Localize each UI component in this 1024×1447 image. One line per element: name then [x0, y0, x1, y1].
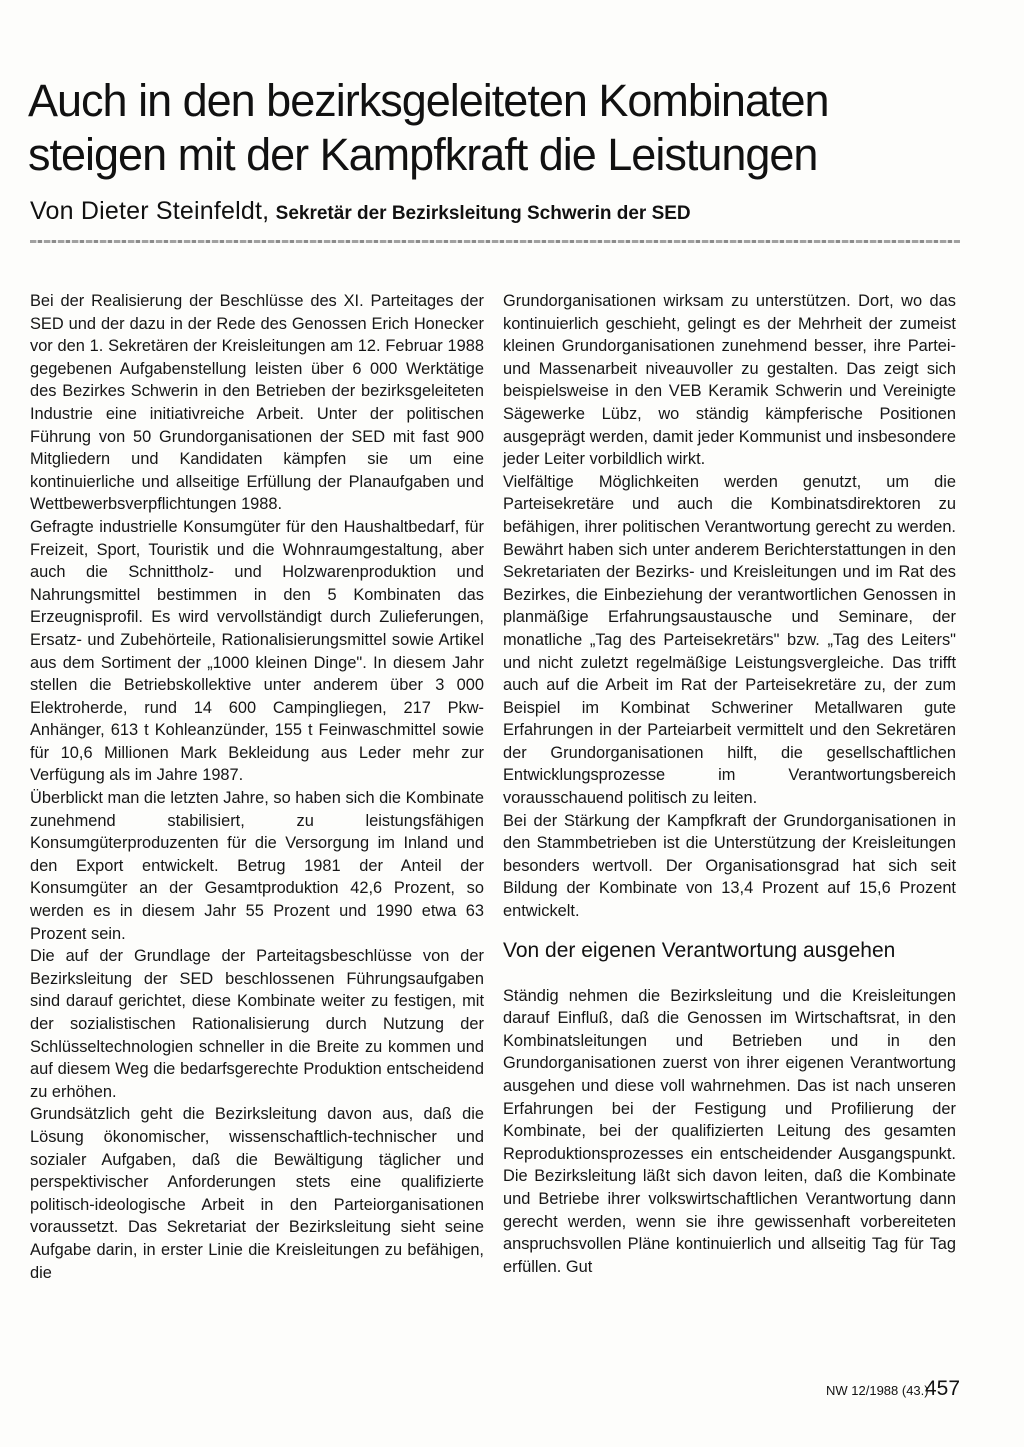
paragraph: Bei der Stärkung der Kampfkraft der Grundorganisationen in den Stammbetrieben ist die Unterstützung der Kreisleitungen besonders wertvoll. Der Organisationsgrad hat sich seit Bildung der Kombinate von 13,4 Prozent auf 15,6 Prozent entwickelt.: [503, 811, 956, 921]
paragraph: Bei der Realisierung der Beschlüsse des XI. Parteitages der SED und der dazu in der Rede des Genossen Erich Honecker vor den 1. Sekretären der Kreisleitungen am 12. Februar 1988 gegebenen Aufgabenstellung leisten über 6 000 Werktätige des Bezirkes Schwerin in den Betrieben der bezirksgeleiteten Industrie eine initiativreiche Arbeit. Unter der politischen Führung von 50 Grundorganisationen der SED mit fast 900 Mitgliedern und Kandidaten kämpfen sie um eine kontinuierliche und allseitige Erfüllung der Planaufgaben und Wettbewerbsverpflichtungen 1988.: [30, 292, 484, 514]
paragraph: Überblickt man die letzten Jahre, so haben sich die Kombinate zunehmend stabilisiert, zu leistungsfähigen Konsumgüterproduzenten für die Versorgung im Inland und den Export entwickelt. Betrug 1981 der Anteil der Konsumgüter an der Gesamtproduktion 42,6 Prozent, so werden es in diesem Jahr 55 Prozent und 1990 etwa 63 Prozent sein.: [30, 789, 484, 943]
paragraph: Ständig nehmen die Bezirksleitung und die Kreisleitungen darauf Einfluß, daß die Genossen im Wirtschaftsrat, in den Kombinatsleitungen und Betrieben und in den Grundorganisationen zuerst von ihrer eigenen Verantwortung ausgehen und diese voll wahrnehmen. Das ist nach unseren Erfahrungen bei der Festigung und Profilierung der Kombinate, bei der qualifizierten Leitung des gesamten Reproduktionsprozesses ein entscheidender Ausgangspunkt. Die Bezirksleitung läßt sich davon leiten, daß die Kombinate und Betriebe ihrer volkswirtschaftlichen Verantwortung dann gerecht werden, wenn sie ihre gewissenhaft vorbereiteten anspruchsvollen Pläne kontinuierlich und allseitig Tag für Tag erfüllen. Gut: [503, 986, 956, 1276]
section-subheading: Von der eigenen Verantwortung ausgehen: [503, 938, 896, 962]
article-headline: [28, 74, 988, 182]
header-divider: [30, 240, 960, 243]
byline-role: Sekretär der Bezirksleitung Schwerin der SED: [275, 203, 691, 224]
issue-label: NW 12/1988 (43.): [826, 1383, 929, 1398]
paragraph: Grundsätzlich geht die Bezirksleitung davon aus, daß die Lösung ökonomischer, wissenschaftlich-technischer und sozialer Aufgaben, daß die Bewältigung täglicher und perspektivischer Anforderungen stets eine qualifizierte politisch-ideologische Arbeit in den Parteiorganisationen voraussetzt. Das Sekretariat der Bezirksleitung sieht seine Aufgabe darin, in erster Linie die Kreisleitungen zu befähigen, die: [30, 1105, 484, 1282]
paragraph: Vielfältige Möglichkeiten werden genutzt, um die Parteisekretäre und auch die Kombinatsdirektoren zu befähigen, ihrer politischen Verantwortung gerecht zu werden. Bewährt haben sich unter anderem Berichterstattungen in den Sekretariaten der Bezirks- und Kreisleitungen und im Rat des Bezirkes, die Einbeziehung der verantwortlichen Genossen in planmäßige Erfahrungsaustausche und Seminare, der monatliche „Tag des Parteisekretärs" bzw. „Tag des Leiters" und nicht zuletzt regelmäßige Leistungsvergleiche. Das trifft auch auf die Arbeit im Rat der Parteisekretäre zu, der zum Beispiel im Kombinat Schweriner Metallwaren gute Erfahrungen in der Parteiarbeit vermittelt und den Sekretären der Grundorganisationen hilft, die gesellschaftlichen Entwicklungsprozesse im Verantwortungsbereich vorausschauend politisch zu leiten.: [503, 472, 956, 808]
page-number: 457: [925, 1377, 961, 1400]
paragraph: Grundorganisationen wirksam zu unterstützen. Dort, wo das kontinuierlich geschieht, gelingt es der Mehrheit der zumeist kleinen Grundorganisationen zunehmend besser, ihre Partei- und Massenarbeit niveauvoller zu gestalten. Das zeigt sich beispielsweise in den VEB Keramik Schwerin und Vereinigte Sägewerke Lübz, wo ständig kämpferische Positionen ausgeprägt werden, damit jeder Kommunist und insbesondere jeder Leiter vorbildlich wirkt.: [503, 292, 956, 469]
left-column: [30, 290, 484, 1284]
right-column: [503, 290, 956, 1278]
byline-author: Von Dieter Steinfeldt,: [30, 197, 270, 225]
headline-line-1: Auch in den bezirksgeleiteten Kombinaten: [28, 75, 829, 126]
headline-line-2: steigen mit der Kampfkraft die Leistungen: [28, 129, 818, 180]
paragraph: Gefragte industrielle Konsumgüter für den Haushaltbedarf, für Freizeit, Sport, Touristik und die Wohnraumgestaltung, aber auch die Schnittholz- und Holzwarenproduktion und Nahrungsmittel bestimmen in den 5 Kombinaten das Erzeugnisprofil. Es wird vervollständigt durch Zulieferungen, Ersatz- und Zubehörteile, Rationalisierungsmittel sowie Artikel aus dem Sortiment der „1000 kleinen Dinge". In diesem Jahr stellen die Betriebskollektive unter anderem über 3 000 Elektroherde, rund 14 600 Campingliegen, 217 Pkw-Anhänger, 613 t Kohleanzünder, 155 t Feinwaschmittel sowie für 10,6 Millionen Mark Bekleidung aus Leder mehr zur Verfügung als im Jahre 1987.: [30, 517, 484, 785]
byline: [30, 196, 970, 229]
paragraph: Die auf der Grundlage der Parteitagsbeschlüsse von der Bezirksleitung der SED beschlossenen Führungsaufgaben sind darauf gerichtet, diese Kombinate weiter zu festigen, mit der sozialistischen Rationalisierung durch Nutzung der Schlüsseltechnologien schneller in die Breite zu kommen und auf diesem Weg die bedarfsgerechte Produktion entscheidend zu erhöhen.: [30, 947, 484, 1101]
